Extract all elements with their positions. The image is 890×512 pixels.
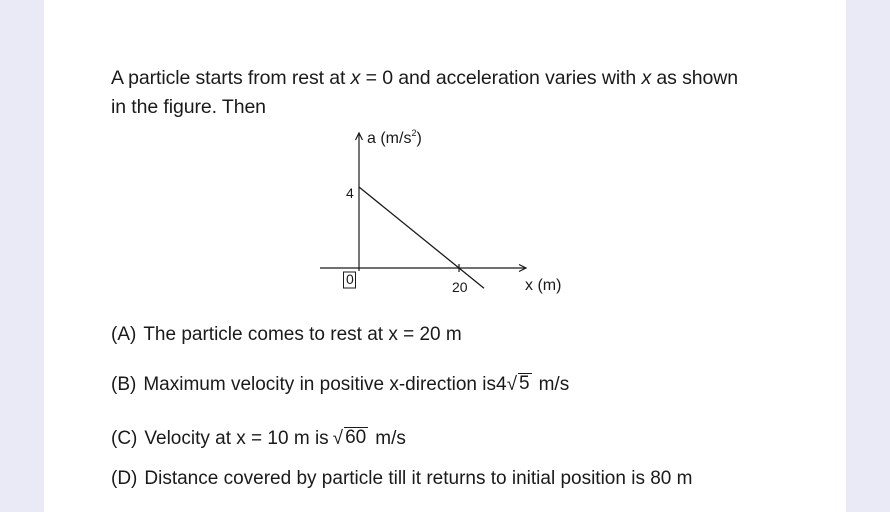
option-b-letter: (B): [111, 373, 137, 395]
question-text: [111, 64, 811, 122]
right-margin-band: [846, 0, 890, 512]
option-d[interactable]: [111, 468, 692, 490]
question-line-2: in the figure. Then: [111, 96, 266, 118]
option-c[interactable]: [111, 427, 406, 450]
acceleration-graph: [300, 118, 600, 308]
option-c-letter: (C): [111, 427, 138, 449]
option-b-coefficient: 4: [496, 373, 507, 395]
option-c-sqrt: [333, 427, 369, 448]
acceleration-line: [359, 187, 484, 288]
option-b-radicand: 5: [519, 373, 530, 394]
question-line-1: A particle starts from rest at x = 0 and acceleration varies with x as shown: [111, 67, 739, 89]
option-b-sqrt: [507, 373, 532, 394]
left-margin-band: [0, 0, 44, 512]
sqrt-symbol: √: [506, 373, 518, 395]
option-b-text: Maximum velocity in positive x-direction is: [143, 373, 496, 395]
option-a[interactable]: [111, 324, 462, 346]
option-c-unit: m/s: [375, 427, 406, 449]
x-tick-label-20: 20: [452, 279, 468, 295]
origin-label: 0: [346, 271, 354, 287]
option-a-text: The particle comes to rest at x = 20 m: [143, 324, 462, 345]
option-a-letter: (A): [111, 324, 137, 345]
option-c-text: Velocity at x = 10 m is: [144, 427, 329, 449]
x-axis-label: x (m): [525, 277, 562, 294]
option-d-text: Distance covered by particle till it returns to initial position is 80 m: [144, 468, 693, 489]
option-d-letter: (D): [111, 468, 138, 489]
option-c-radicand: 60: [345, 427, 367, 448]
option-b[interactable]: [111, 373, 569, 396]
sqrt-symbol: √: [332, 427, 344, 449]
y-axis-label: a $(m/s^2)$: [367, 128, 422, 147]
option-b-unit: m/s: [538, 373, 570, 395]
graph-svg: [300, 118, 600, 308]
y-tick-label-4: 4: [346, 185, 354, 201]
